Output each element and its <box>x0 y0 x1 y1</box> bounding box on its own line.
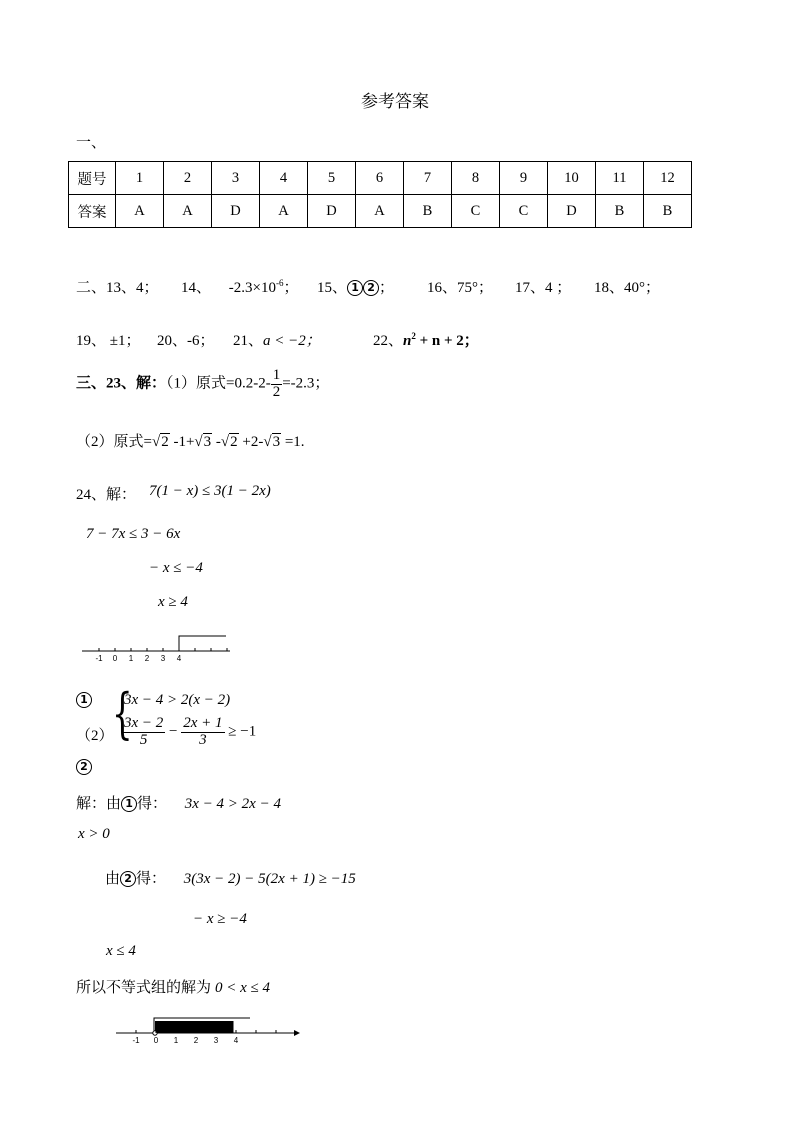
answer-16: 16、75°； <box>427 280 493 296</box>
answer-17: 17、4 ； <box>515 280 572 296</box>
axis-tick-label: 2 <box>144 654 150 663</box>
table-cell-answer: C <box>500 195 548 228</box>
circled-one-icon: 1 <box>121 796 137 812</box>
answer-20: 20、-6； <box>157 333 215 349</box>
sqrt-icon: √ <box>263 434 272 450</box>
sqrt-icon: √ <box>151 434 161 450</box>
section-two-label: 二、 <box>76 280 107 296</box>
table-cell-number: 7 <box>404 162 452 195</box>
system-line-2: $\frac{3x - 2}{5}$ − $\frac{2x + 1}{3}$ ≥ −1 <box>124 715 257 748</box>
circled-two-marker <box>76 759 92 776</box>
system-brace-icon: { <box>112 682 133 745</box>
axis-tick-label: 1 <box>173 1036 179 1045</box>
circled-one-icon: 1 <box>347 280 363 296</box>
answer-22: 22、$n^2 + n + 2$； <box>373 331 479 349</box>
table-cell-answer: A <box>164 195 212 228</box>
table-cell-number: 12 <box>644 162 692 195</box>
axis-tick-label: 0 <box>112 654 118 663</box>
solution-from-1: 解：由 1 得： 3x − 4 > 2x − 4 <box>76 796 281 812</box>
answer-15: 15、 1 2 ； <box>317 280 395 296</box>
circled-one-marker <box>76 692 92 709</box>
table-cell-answer: D <box>548 195 596 228</box>
circled-one-icon: 1 <box>76 692 92 708</box>
table-row-answers <box>69 195 692 228</box>
table-cell-answer: C <box>452 195 500 228</box>
table-cell-number: 5 <box>308 162 356 195</box>
sqrt-icon: √ <box>194 434 203 450</box>
table-header-label: 题号 <box>69 162 116 195</box>
q24-label: 24、解： <box>76 487 137 503</box>
q24-inequality: 7(1 − x) ≤ 3(1 − 2x) <box>149 483 271 499</box>
solution-result-1: x > 0 <box>78 826 110 842</box>
q24-step-1: 7 − 7x ≤ 3 − 6x <box>86 526 181 542</box>
circled-two-icon: 2 <box>76 759 92 775</box>
table-cell-number: 2 <box>164 162 212 195</box>
table-cell-number: 10 <box>548 162 596 195</box>
answer-19: 19、 ±1； <box>76 333 141 349</box>
circled-two-icon: 2 <box>120 871 136 887</box>
table-cell-number: 8 <box>452 162 500 195</box>
table-cell-answer: A <box>260 195 308 228</box>
part-2-label: （2） <box>76 728 114 744</box>
table-cell-number: 11 <box>596 162 644 195</box>
axis-tick-label: 0 <box>153 1036 159 1045</box>
table-cell-number: 4 <box>260 162 308 195</box>
axis-tick-label: -1 <box>95 654 103 663</box>
table-cell-number: 9 <box>500 162 548 195</box>
table-answer-label: 答案 <box>69 195 116 228</box>
conclusion: 所以不等式组的解为 0 < x ≤ 4 <box>76 980 271 996</box>
answer-18: 18、40°； <box>594 280 660 296</box>
fraction-half: $\frac{1}{2}$ <box>272 367 281 400</box>
section-one-label: 一、 <box>76 135 107 151</box>
table-cell-number: 3 <box>212 162 260 195</box>
table-cell-answer: B <box>596 195 644 228</box>
table-cell-answer: D <box>308 195 356 228</box>
number-line-1 <box>78 630 238 666</box>
axis-tick-label: 1 <box>128 654 134 663</box>
table-cell-answer: B <box>644 195 692 228</box>
axis-tick-label: 2 <box>193 1036 199 1045</box>
answer-14: 14、 $-2.3\times 10^{-6}$； <box>181 278 299 296</box>
q24-step-3: x ≥ 4 <box>158 594 188 610</box>
table-cell-answer: D <box>212 195 260 228</box>
circled-two-icon: 2 <box>363 280 379 296</box>
answer-21: 21、a < −2； <box>233 333 321 349</box>
table-cell-answer: A <box>116 195 164 228</box>
axis-tick-label: 3 <box>160 654 166 663</box>
sqrt-icon: √ <box>220 434 230 450</box>
q23-label: 三、23、解： <box>76 375 167 392</box>
axis-tick-label: 3 <box>213 1036 219 1045</box>
q23-part2: （2）原式=√2 -1+√3 -√2 +2-√3 =1. <box>76 434 305 450</box>
solution-step-2: − x ≥ −4 <box>193 911 247 927</box>
table-cell-number: 6 <box>356 162 404 195</box>
fill-blank-line-1 <box>76 276 159 297</box>
page-title: 参考答案 <box>361 92 429 111</box>
answer-table <box>68 161 692 228</box>
table-cell-answer: A <box>356 195 404 228</box>
table-cell-number: 1 <box>116 162 164 195</box>
solution-from-2: 由 2 得： 3(3x − 2) − 5(2x + 1) ≥ −15 <box>105 871 356 887</box>
q23-part1: 三、23、解：（1）原式=0.2-2- $\frac{1}{2}$ =-2.3； <box>76 367 330 400</box>
table-row-numbers <box>69 162 692 195</box>
axis-tick-label: 4 <box>233 1036 239 1045</box>
q24-step-2: − x ≤ −4 <box>149 560 203 576</box>
number-line-2 <box>112 1012 302 1048</box>
system-line-1: 3x − 4 > 2(x − 2) <box>124 692 231 708</box>
answer-13: 13、4； <box>106 280 159 296</box>
axis-tick-label: -1 <box>132 1036 140 1045</box>
solution-result-2: x ≤ 4 <box>106 943 136 959</box>
table-cell-answer: B <box>404 195 452 228</box>
axis-tick-label: 4 <box>176 654 182 663</box>
